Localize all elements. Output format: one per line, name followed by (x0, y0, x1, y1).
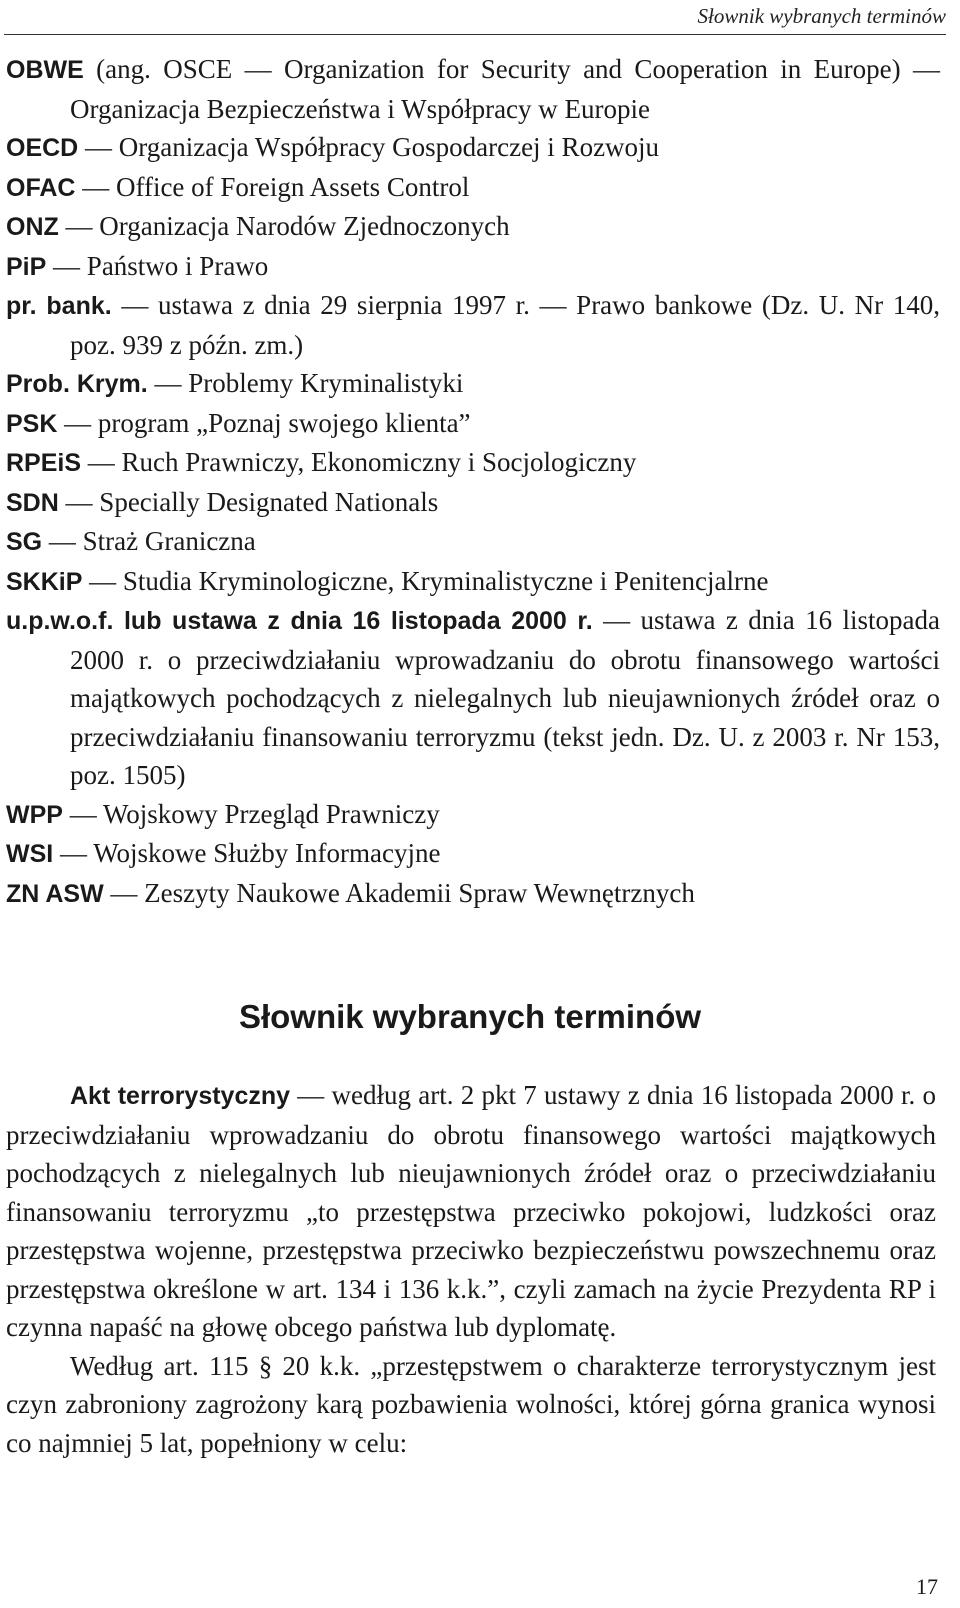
abbreviation-term: ZN ASW (6, 879, 104, 908)
abbreviation-entry (6, 522, 940, 562)
abbreviation-definition: — Wojskowe Służby Informacyjne (53, 838, 441, 868)
abbreviation-entry (6, 443, 940, 483)
abbreviation-term: OBWE (6, 56, 84, 84)
abbreviation-definition: (ang. OSCE — Organization for Security and Cooperation in Europe) — Organizacja Bezpieczeństwa i Współpracy w Europie (70, 54, 940, 124)
abbreviation-term: SKKiP (6, 567, 83, 596)
abbreviation-entry (6, 247, 940, 287)
abbreviation-definition: — Specially Designated Nationals (58, 486, 439, 517)
abbreviation-definition: — Wojskowy Przegląd Prawniczy (62, 798, 440, 829)
abbreviation-entry (6, 601, 940, 795)
section-title: Słownik wybranych terminów (238, 998, 702, 1035)
abbreviation-definition: — ustawa z dnia 16 listopada 2000 r. o przeciwdziałaniu wprowadzaniu do obrotu finansowego wartości majątkowych pochodzących z nielegalnych lub nieujawnionych źródeł oraz o przeciwdziałaniu finansowaniu terroryzmu (tekst jedn. Dz. U. z 2003 r. Nr 153, poz. 1505) (70, 605, 940, 790)
abbreviation-term: ONZ (6, 213, 59, 241)
abbreviation-entry (6, 364, 940, 404)
page-number: 17 (916, 1574, 938, 1599)
abbreviation-definition: — Studia Kryminologiczne, Kryminalistyczne i Penitencjalrne (82, 565, 769, 596)
glossary-definition: — według art. 2 pkt 7 ustawy z dnia 16 listopada 2000 r. o przeciwdziałaniu wprowadzaniu do obrotu finansowego wartości majątkowych pochodzących z nielegalnych lub nieujawnionych źródeł oraz o przeciwdziałaniu finansowaniu terroryzmu „to przestępstwa przeciwko pokojowi, ludzkości oraz przestępstwa wojenne, przestępstwa przeciwko bezpieczeństwu powszechnemu oraz przestępstwa określone w art. 134 i 136 k.k.”, czyli zamach na życie Prezydenta RP i czynna napaść na głowę obcego państwa lub dyplomatę. (6, 1080, 937, 1342)
abbreviation-term: WSI (6, 840, 54, 868)
abbreviation-definition: — program „Poznaj swojego klienta” (57, 407, 471, 438)
abbreviation-term: PSK (6, 409, 58, 438)
abbreviation-term: RPEiS (6, 449, 82, 477)
abbreviation-term: PiP (6, 252, 47, 281)
abbreviation-term: OECD (6, 134, 79, 162)
abbreviation-list (6, 50, 940, 913)
running-header: Słownik wybranych terminów (697, 4, 946, 28)
abbreviation-definition: — Straż Graniczna (42, 526, 256, 556)
abbreviation-entry (6, 286, 940, 364)
abbreviation-definition: — ustawa z dnia 29 sierpnia 1997 r. — Prawo bankowe (Dz. U. Nr 140, poz. 939 z późn. zm.) (70, 290, 940, 360)
abbreviation-term: OFAC (6, 173, 76, 202)
abbreviation-term: u.p.w.o.f. lub ustawa z dnia 16 listopada 2000 r. (6, 607, 593, 635)
abbreviation-definition: — Ruch Prawniczy, Ekonomiczny i Socjologiczny (81, 447, 637, 477)
abbreviation-entry (6, 50, 940, 128)
glossary-paragraph (6, 1076, 936, 1347)
abbreviation-term: SG (6, 528, 43, 556)
abbreviation-term: pr. bank. (6, 292, 112, 320)
abbreviation-entry (6, 874, 940, 914)
abbreviation-term: WPP (6, 800, 63, 829)
abbreviation-definition: — Państwo i Prawo (46, 250, 269, 281)
abbreviation-entry (6, 483, 940, 523)
glossary-paragraph: Według art. 115 § 20 k.k. „przestępstwem o charakterze terrorystycznym jest czyn zabroniony zagrożony karą pozbawienia wolności, której górna granica wynosi co najmniej 5 lat, popełniony w celu: (6, 1350, 936, 1458)
abbreviation-entry (6, 207, 940, 247)
abbreviation-entry (6, 404, 940, 444)
glossary-term: Akt terrorystyczny (70, 1082, 291, 1110)
abbreviation-entry (6, 128, 940, 168)
glossary-body (6, 1076, 936, 1462)
abbreviation-entry (6, 562, 940, 602)
abbreviation-definition: — Problemy Kryminalistyki (147, 368, 464, 398)
abbreviation-term: SDN (6, 488, 59, 517)
abbreviation-entry (6, 834, 940, 874)
abbreviation-definition: — Organizacja Narodów Zjednoczonych (58, 211, 510, 241)
abbreviation-entry (6, 795, 940, 835)
abbreviation-entry (6, 168, 940, 208)
header-rule (4, 34, 946, 35)
abbreviation-definition: — Zeszyty Naukowe Akademii Spraw Wewnętrznych (103, 877, 695, 908)
abbreviation-term: Prob. Krym. (6, 370, 148, 398)
abbreviation-definition: — Office of Foreign Assets Control (75, 171, 470, 202)
abbreviation-definition: — Organizacja Współpracy Gospodarczej i Rozwoju (78, 132, 660, 162)
